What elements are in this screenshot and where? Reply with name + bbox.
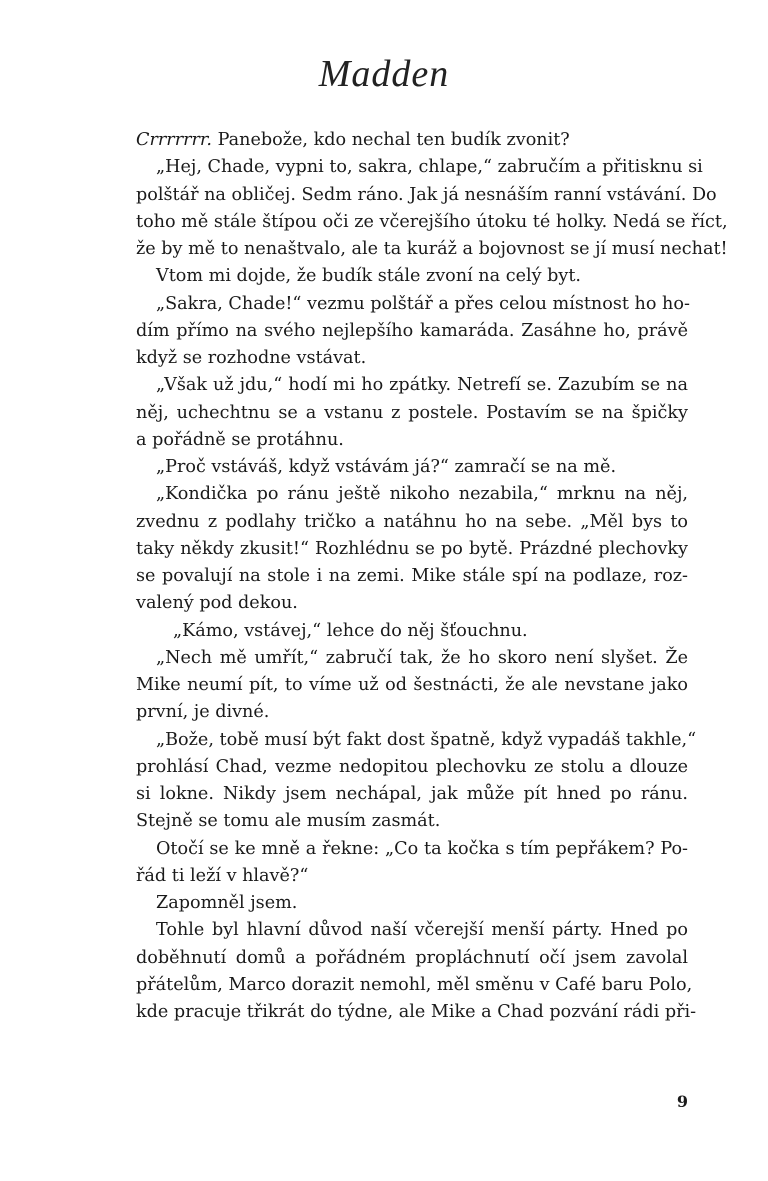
line-text: „Hej, Chade, vypni to, sakra, chlape,“ zabručím a přitisknu si — [156, 157, 703, 178]
line-text: Panebože, kdo nechal ten budík zvonit? — [212, 130, 570, 150]
text-line — [136, 454, 688, 481]
line-text: Mike neumí pít, to víme už od šestnácti, že ale nevstane jako — [136, 675, 688, 695]
text-line — [136, 536, 688, 563]
text-line — [136, 209, 728, 236]
line-text: zvednu z podlahy tričko a natáhnu ho na sebe. „Měl bys to — [136, 511, 688, 532]
line-text: Zapomněl jsem. — [156, 893, 298, 913]
text-line — [136, 563, 688, 590]
text-line — [136, 263, 688, 290]
text-line — [136, 890, 688, 917]
line-text: „Bože, tobě musí být fakt dost špatně, když vypadáš takhle,“ — [156, 729, 697, 750]
line-text: taky někdy zkusit!“ Rozhlédnu se po bytě. Prázdné plechovky — [136, 538, 688, 559]
text-line — [136, 945, 688, 972]
text-line — [136, 318, 688, 345]
text-line — [136, 863, 688, 890]
text-line — [136, 727, 697, 754]
page-number: 9 — [676, 1092, 688, 1111]
line-text: Vtom mi dojde, že budík stále zvoní na celý byt. — [156, 266, 581, 287]
line-text: řád ti leží v hlavě?“ — [136, 865, 309, 886]
line-text: prohlásí Chad, vezme nedopitou plechovku ze stolu a dlouze — [136, 756, 688, 777]
line-text: se povalují na stole i na zemi. Mike stále spí na podlaze, roz- — [136, 566, 688, 586]
line-text: první, je divné. — [136, 702, 270, 723]
text-line — [136, 345, 688, 372]
text-line — [136, 699, 688, 726]
text-line — [136, 672, 688, 699]
body-text — [136, 127, 728, 1026]
text-line — [136, 182, 717, 209]
line-text: Tohle byl hlavní důvod naší včerejší menší párty. Hned po — [156, 920, 688, 941]
line-text: a pořádně se protáhnu. — [136, 429, 344, 450]
text-line — [136, 427, 688, 454]
line-text: polštář na obličej. Sedm ráno. Jak já nesnáším ranní vstávání. Do — [136, 184, 717, 205]
text-line — [136, 291, 688, 318]
text-line — [136, 836, 688, 863]
text-line — [136, 781, 688, 808]
line-text: „Nech mě umřít,“ zabručí tak, že ho skoro není slyšet. Že — [156, 647, 688, 668]
line-text: „Proč vstáváš, když vstávám já?“ zamračí se na mě. — [156, 457, 617, 477]
line-text: „Kámo, vstávej,“ lehce do něj šťouchnu. — [173, 620, 528, 641]
text-line — [136, 509, 688, 536]
line-text: že by mě to nenaštvalo, ale ta kuráž a bojovnost se jí musí nechat! — [136, 239, 728, 259]
text-line — [136, 972, 693, 999]
text-line — [136, 917, 688, 944]
text-line — [136, 590, 688, 617]
line-text: si lokne. Nikdy jsem nechápal, jak může pít hned po ránu. — [136, 784, 688, 804]
text-line — [136, 481, 688, 508]
line-text: přátelům, Marco dorazit nemohl, měl směnu v Café baru Polo, — [136, 974, 693, 995]
text-line — [136, 808, 688, 835]
line-text: Stejně se tomu ale musím zasmát. — [136, 811, 441, 832]
line-text: kde pracuje třikrát do týdne, ale Mike a Chad pozvání rádi při- — [136, 1002, 697, 1022]
line-text: dím přímo na svého nejlepšího kamaráda. Zasáhne ho, právě — [136, 320, 688, 341]
line-text: Otočí se ke mně a řekne: „Co ta kočka s tím pepřákem? Po- — [156, 838, 688, 859]
text-line — [136, 236, 728, 263]
text-line — [136, 372, 688, 399]
text-line — [136, 154, 703, 181]
chapter-title: Madden — [318, 53, 450, 95]
line-text: doběhnutí domů a pořádném propláchnutí očí jsem zavolal — [136, 947, 688, 968]
line-text: „Sakra, Chade!“ vezmu polštář a přes celou místnost ho ho- — [156, 293, 690, 314]
text-line — [136, 618, 688, 645]
line-text: valený pod dekou. — [136, 593, 298, 614]
text-line — [136, 127, 688, 154]
line-text: „Však už jdu,“ hodí mi ho zpátky. Netrefí se. Zazubím se na — [156, 375, 688, 396]
text-line — [136, 754, 688, 781]
text-line — [136, 400, 688, 427]
line-text: když se rozhodne vstávat. — [136, 348, 367, 368]
line-text: „Kondička po ránu ještě nikoho nezabila,“ mrknu na něj, — [156, 484, 688, 505]
opening-sound: Crrrrrrr. — [136, 130, 212, 150]
text-line — [136, 999, 697, 1026]
line-text: něj, uchechtnu se a vstanu z postele. Postavím se na špičky — [136, 402, 688, 423]
line-text: toho mě stále štípou oči ze včerejšího útoku té holky. Nedá se říct, — [136, 211, 728, 232]
text-line — [136, 645, 688, 672]
